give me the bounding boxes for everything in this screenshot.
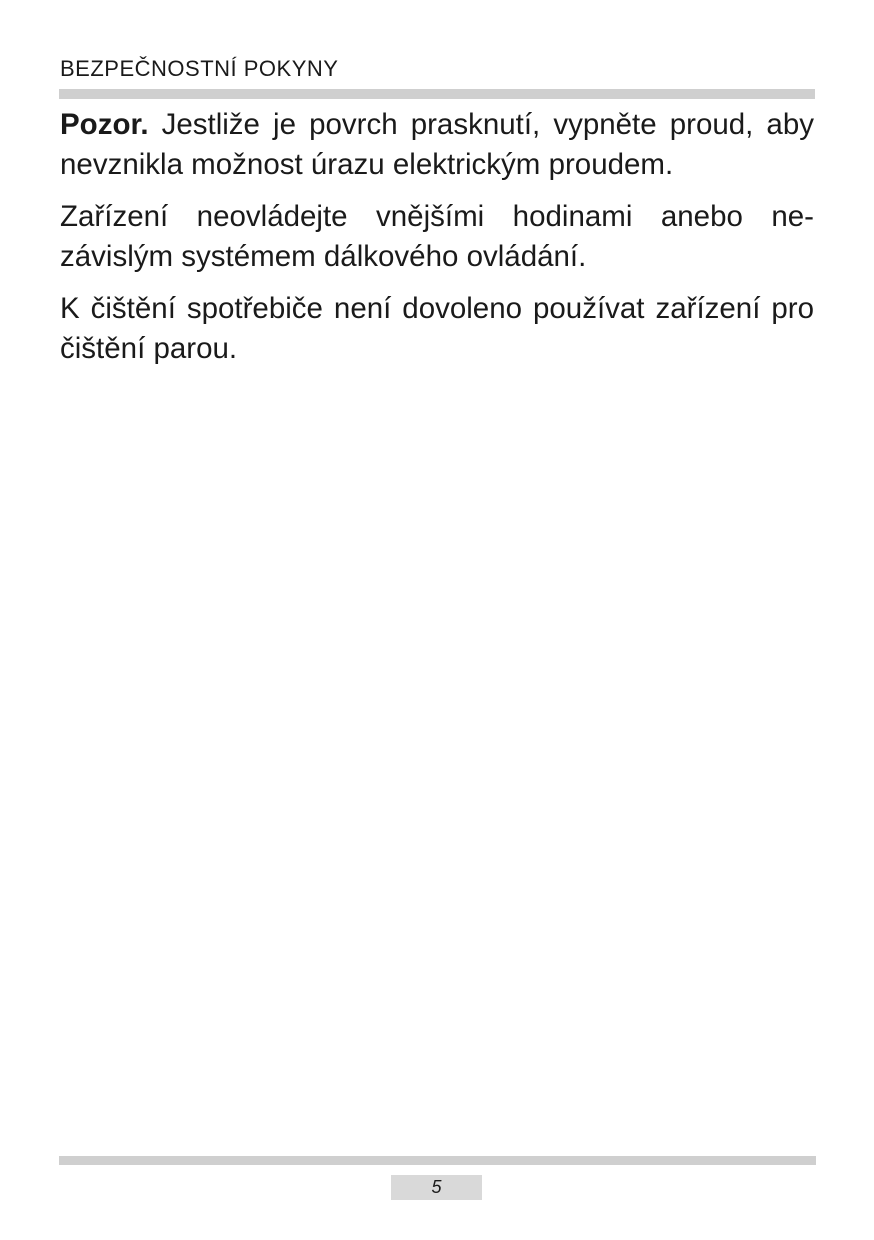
paragraph-remote-control: Zařízení neovládejte vnějšími hodinami anebo ne-závislým systémem dálkového ovládání.: [60, 200, 814, 273]
paragraph-steam-cleaning: K čištění spotřebiče není dovoleno používat zařízení pro čištění parou.: [60, 292, 814, 365]
warning-lead: Pozor.: [60, 108, 149, 141]
warning-text: Jestliže je povrch prasknutí, vypněte proud, aby nevznikla možnost úrazu elektrickým proudem.: [60, 108, 814, 181]
document-body: [60, 105, 814, 381]
footer-rule: [59, 1156, 816, 1165]
page-number: 5: [391, 1175, 482, 1200]
header-rule: [59, 89, 815, 99]
section-header: BEZPEČNOSTNÍ POKYNY: [60, 56, 339, 81]
paragraph-warning: [60, 105, 814, 185]
